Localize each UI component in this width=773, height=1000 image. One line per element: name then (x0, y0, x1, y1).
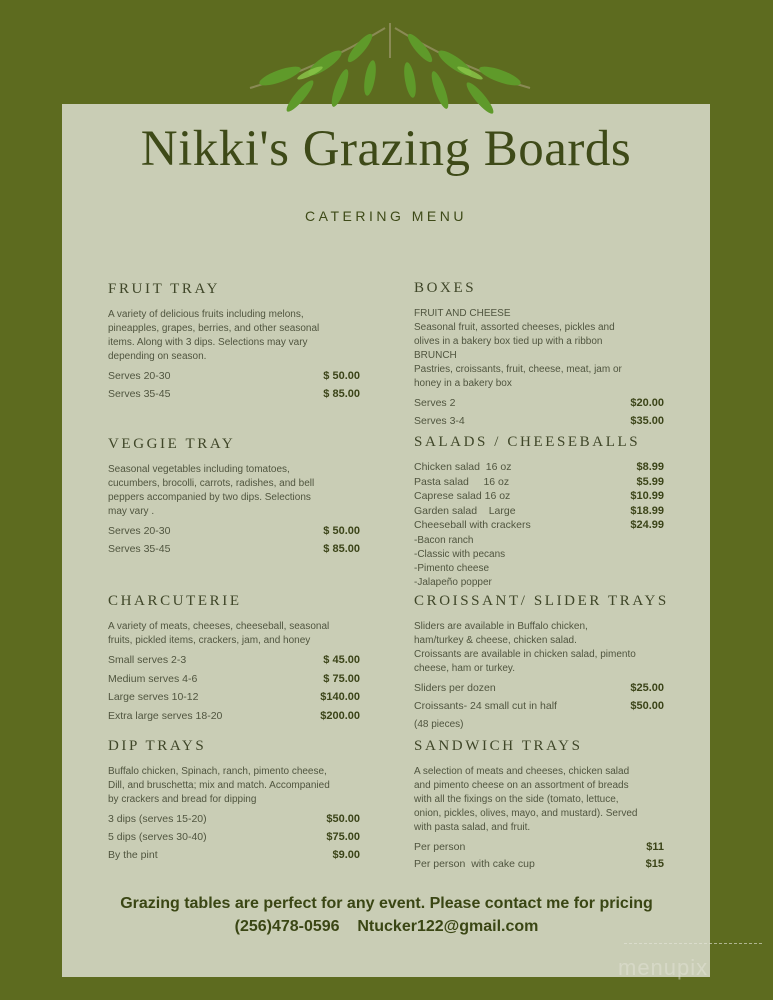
item-label: Sliders per dozen (414, 682, 496, 694)
price-row (414, 858, 664, 875)
description-line: items. Along with 3 dips. Selections may vary (108, 337, 308, 348)
description-line: Croissants are available in chicken salad, pimento (414, 649, 636, 660)
description-line: fruits, pickled items, crackers, jam, and honey (108, 635, 311, 646)
section-heading: BOXES (414, 280, 477, 296)
description-line: A variety of delicious fruits including melons, (108, 309, 304, 320)
price-row (414, 841, 664, 858)
price-row (414, 682, 664, 700)
price-row (108, 813, 360, 831)
item-label: Extra large serves 18-20 (108, 709, 223, 722)
price-row (108, 388, 360, 406)
item-label: 5 dips (serves 30-40) (108, 831, 207, 843)
item-price: $25.00 (630, 682, 664, 694)
section-fruit-tray (108, 280, 360, 406)
item-price: $ 50.00 (323, 370, 360, 382)
section-sandwich-trays (414, 737, 664, 875)
item-price: $ 45.00 (323, 654, 360, 666)
section-croissant-slider-trays (414, 592, 669, 732)
olive-branch-icon (240, 18, 540, 118)
description-line: onion, pickles, olives, mayo, and mustard). Served (414, 808, 638, 819)
description-line: FRUIT AND CHEESE (414, 308, 511, 319)
note-line: -Classic with pecans (414, 548, 506, 560)
item-label: Serves 20-30 (108, 525, 171, 537)
item-price: $35.00 (630, 415, 664, 427)
note-line: -Jalapeño popper (414, 576, 492, 588)
price-row (108, 654, 360, 673)
item-label: Serves 3-4 (414, 415, 465, 427)
page-title: Nikki's Grazing Boards (140, 121, 632, 177)
section-heading: SANDWICH TRAYS (414, 738, 583, 754)
item-price: $18.99 (630, 504, 664, 517)
price-row (414, 505, 664, 520)
price-row (108, 370, 360, 388)
description-line: Pastries, croissants, fruit, cheese, meat, jam or (414, 364, 622, 375)
item-price: $140.00 (320, 691, 360, 703)
description-line: with all the fixings on the side (tomato, lettuce, (414, 794, 619, 805)
price-row (108, 849, 360, 867)
item-label: Chicken salad 16 oz (414, 461, 512, 473)
price-row (414, 461, 664, 476)
section-salads-cheeseballs (414, 433, 664, 590)
description-line: Dill, and bruschetta; mix and match. Accompanied (108, 780, 330, 791)
footer-pricing-note: Grazing tables are perfect for any event. Please contact me for pricing (120, 895, 653, 912)
footer-contact (0, 917, 773, 937)
description-line: Seasonal vegetables including tomatoes, (108, 464, 290, 475)
item-label: Small serves 2-3 (108, 654, 187, 666)
price-row (414, 476, 664, 491)
note-line: (48 pieces) (414, 719, 464, 730)
price-row (414, 519, 664, 534)
price-row (414, 397, 664, 415)
section-charcuterie (108, 592, 360, 728)
section-dip-trays (108, 737, 360, 867)
note-line: -Bacon ranch (414, 534, 474, 546)
item-price: $ 85.00 (323, 543, 360, 555)
description-line: Seasonal fruit, assorted cheeses, pickles and (414, 322, 615, 333)
item-label: Garden salad Large (414, 504, 516, 517)
note-line: -Pimento cheese (414, 562, 490, 574)
description-line: may vary . (108, 506, 155, 517)
section-heading: VEGGIE TRAY (108, 436, 236, 452)
description-line: BRUNCH (414, 350, 457, 361)
item-price: $ 50.00 (323, 525, 360, 537)
email-link[interactable]: Ntucker122@gmail.com (357, 918, 539, 935)
price-row (108, 710, 360, 729)
item-label: Serves 35-45 (108, 543, 171, 555)
section-veggie-tray (108, 435, 360, 561)
description-line: cheese, ham or turkey. (414, 663, 515, 674)
item-price: $8.99 (636, 461, 664, 473)
price-row (414, 700, 664, 718)
item-label: Caprese salad 16 oz (414, 490, 511, 502)
item-price: $20.00 (630, 397, 664, 409)
price-row (108, 673, 360, 692)
item-price: $10.99 (630, 490, 664, 502)
item-label: Pasta salad 16 oz (414, 475, 510, 488)
item-label: Per person with cake cup (414, 858, 535, 870)
section-heading: CROISSANT/ SLIDER TRAYS (414, 593, 669, 609)
watermark-logo: menupix (618, 955, 709, 980)
item-price: $50.00 (326, 813, 360, 825)
price-row (108, 525, 360, 543)
section-heading: SALADS / CHEESEBALLS (414, 434, 641, 450)
item-price: $ 75.00 (323, 672, 360, 685)
price-row (108, 831, 360, 849)
description-line: A variety of meats, cheeses, cheeseball, seasonal (108, 621, 330, 632)
item-price: $24.99 (630, 519, 664, 531)
description-line: Sliders are available in Buffalo chicken, (414, 621, 588, 632)
section-heading: DIP TRAYS (108, 738, 207, 754)
item-label: By the pint (108, 849, 158, 861)
item-label: Large serves 10-12 (108, 691, 199, 703)
description-line: peppers accompanied by two dips. Selections (108, 492, 311, 503)
item-label: Serves 20-30 (108, 370, 171, 382)
page-subtitle: CATERING MENU (305, 208, 467, 224)
item-price: $15 (645, 858, 664, 870)
item-label: Medium serves 4-6 (108, 672, 198, 685)
watermark-divider (624, 943, 762, 944)
item-label: 3 dips (serves 15-20) (108, 813, 207, 825)
description-line: depending on season. (108, 351, 207, 362)
description-line: with pasta salad, and fruit. (414, 822, 531, 833)
item-label: Per person (414, 841, 466, 853)
description-line: pineapples, grapes, berries, and other seasonal (108, 323, 320, 334)
item-price: $75.00 (326, 831, 360, 843)
description-line: olives in a bakery box tied up with a ribbon (414, 336, 603, 347)
description-line: Buffalo chicken, Spinach, ranch, pimento cheese, (108, 766, 327, 777)
section-heading: FRUIT TRAY (108, 281, 221, 297)
item-price: $50.00 (630, 700, 664, 712)
item-label: Serves 2 (414, 397, 456, 409)
phone-number[interactable]: (256)478-0596 (234, 918, 340, 935)
item-label: Croissants- 24 small cut in half (414, 700, 557, 712)
price-row (414, 490, 664, 505)
item-price: $11 (646, 841, 664, 853)
description-line: honey in a bakery box (414, 378, 512, 389)
price-row (108, 543, 360, 561)
description-line: and pimento cheese on an assortment of breads (414, 780, 629, 791)
description-line: ham/turkey & cheese, chicken salad. (414, 635, 577, 646)
item-price: $9.00 (332, 849, 360, 861)
price-row (108, 691, 360, 710)
item-price: $200.00 (320, 709, 360, 722)
description-line: by crackers and bread for dipping (108, 794, 257, 805)
price-row (414, 415, 664, 433)
description-line: A selection of meats and cheeses, chicken salad (414, 766, 630, 777)
section-boxes (414, 279, 664, 433)
item-label: Serves 35-45 (108, 388, 171, 400)
item-price: $5.99 (636, 475, 664, 488)
item-price: $ 85.00 (323, 388, 360, 400)
section-heading: CHARCUTERIE (108, 593, 242, 609)
description-line: cucumbers, brocolli, carrots, radishes, and bell (108, 478, 315, 489)
item-label: Cheeseball with crackers (414, 519, 531, 531)
